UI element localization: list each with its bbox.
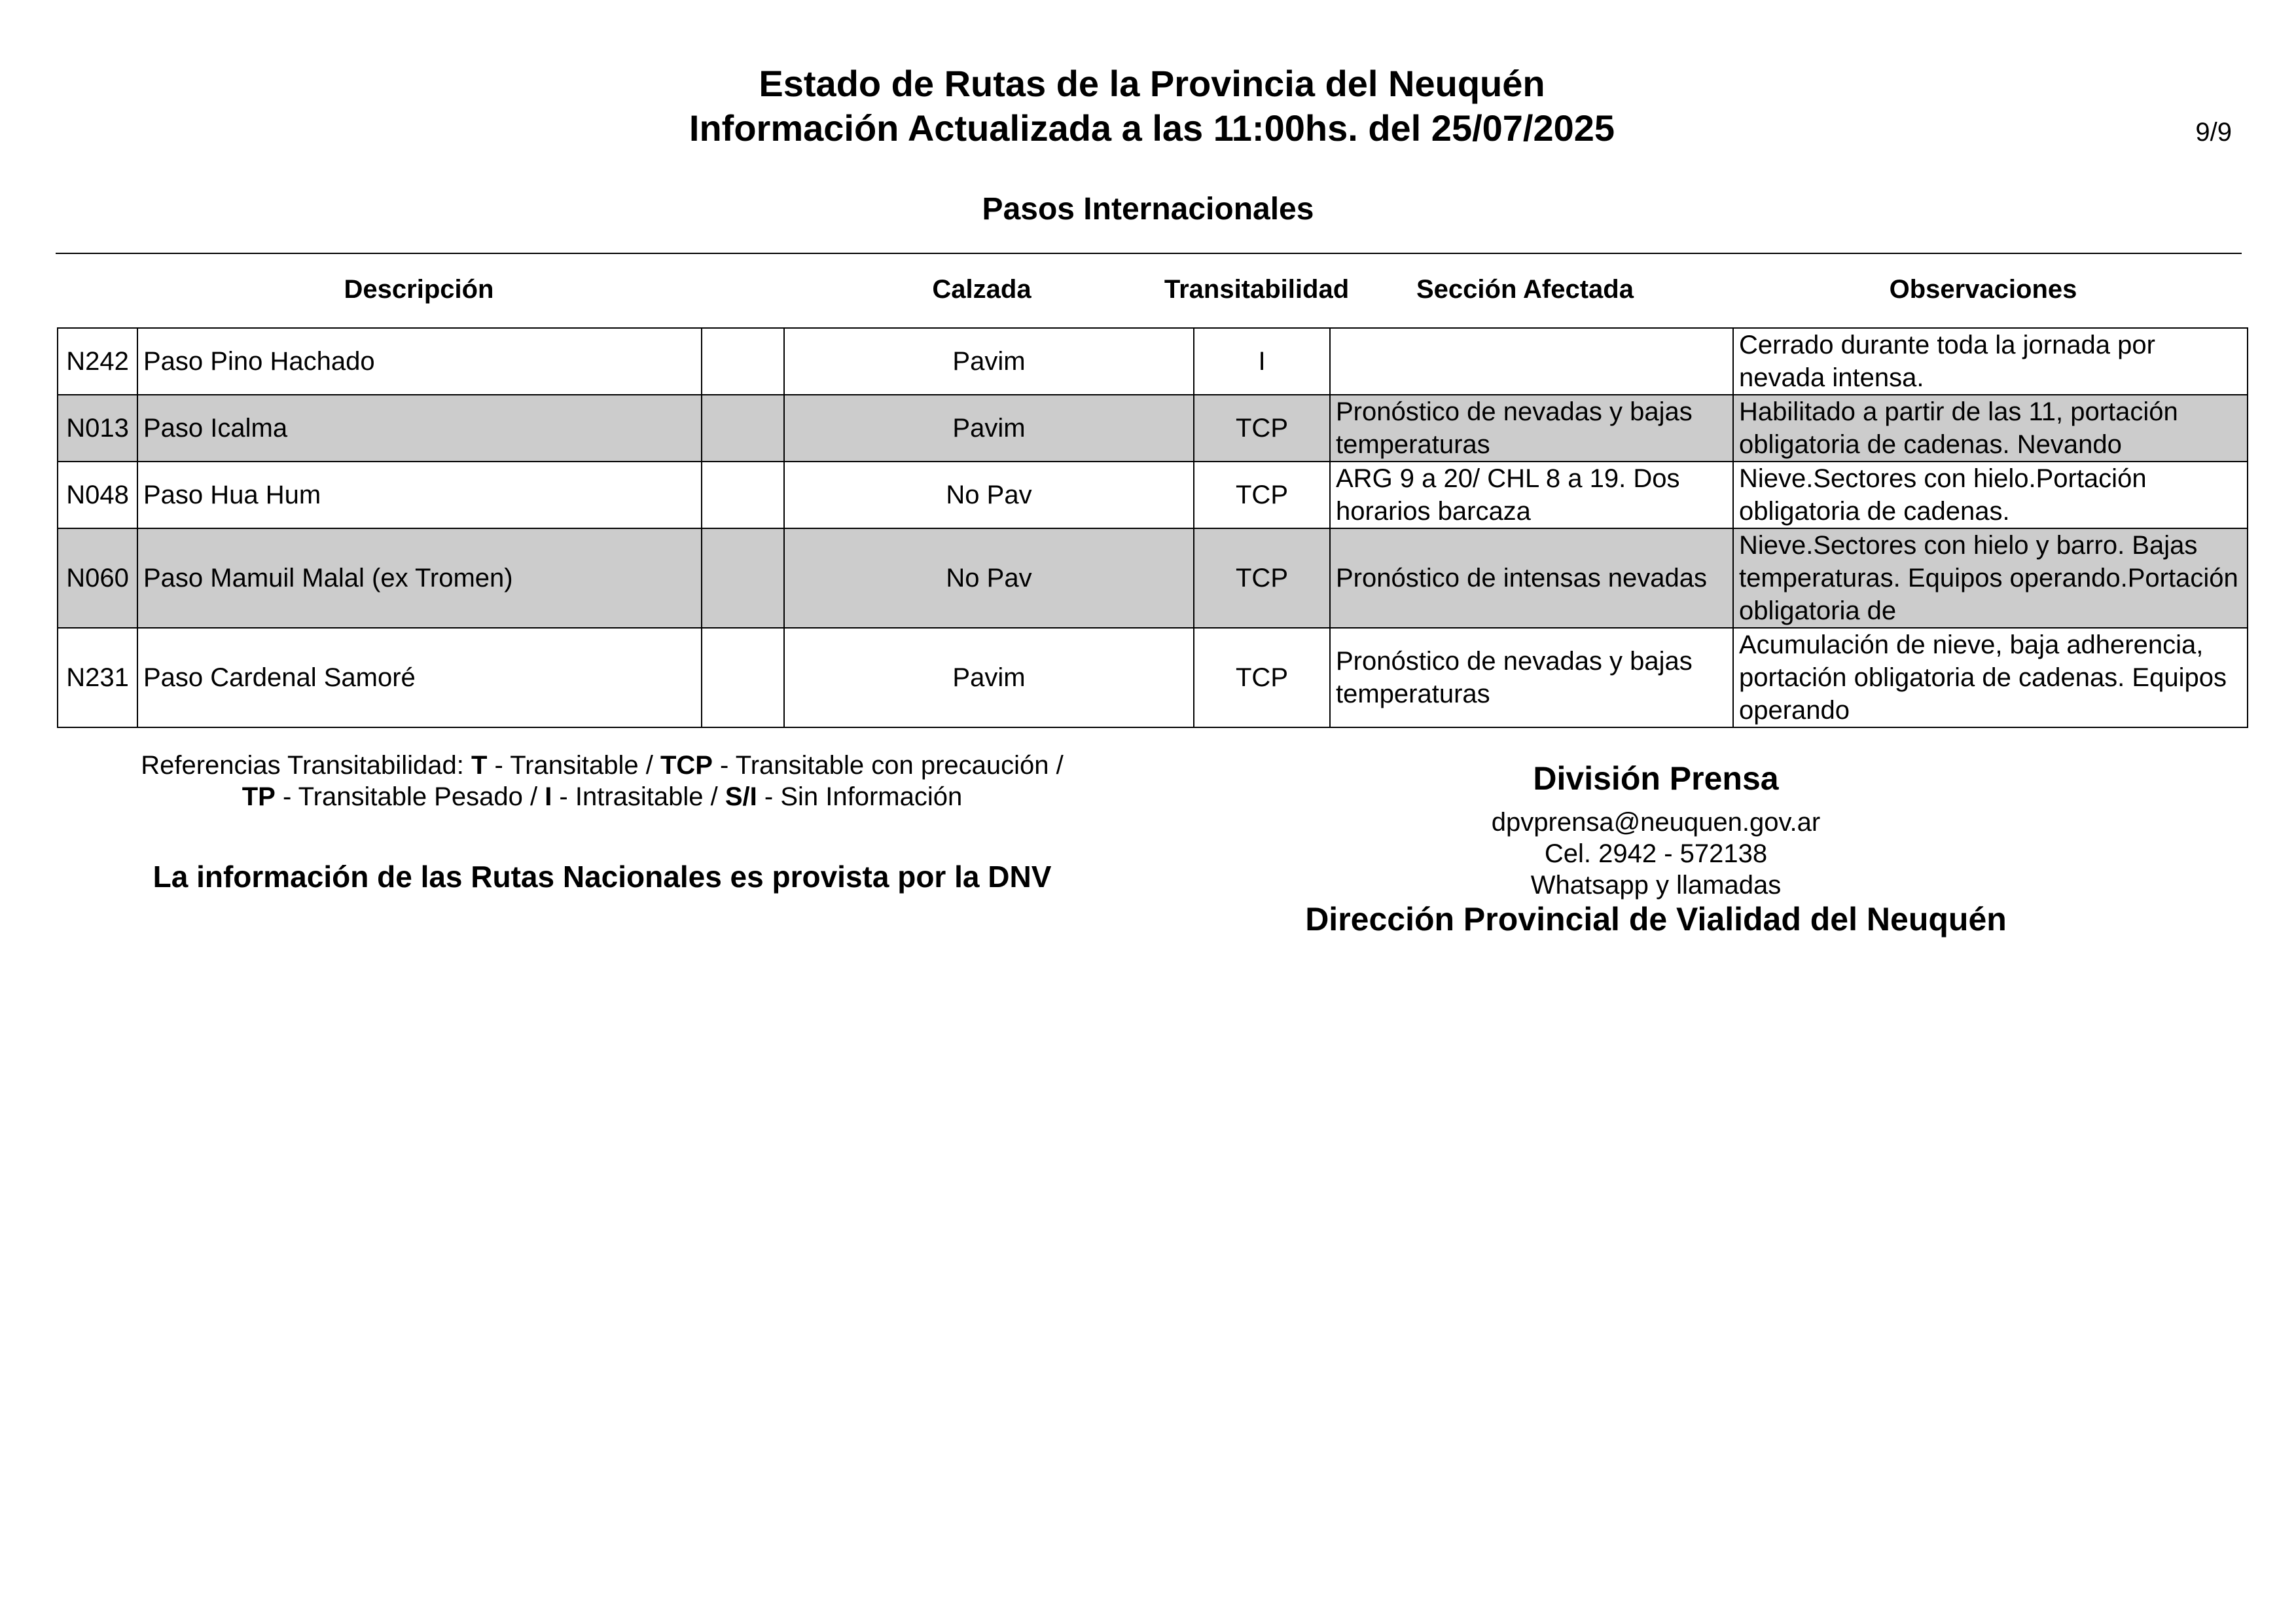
legend-line-2 <box>65 781 1139 812</box>
column-header-descripcion: Descripción <box>344 275 494 304</box>
observaciones-cell <box>1733 528 2248 628</box>
empty-cell <box>702 528 784 628</box>
organization-name: Dirección Provincial de Vialidad del Neuquén <box>1305 901 2007 938</box>
legend-text-tcp: - Transitable con precaución / <box>712 751 1064 780</box>
observaciones-cell <box>1733 395 2248 462</box>
seccion-cell: Pronóstico de nevadas y bajas temperaturas <box>1330 628 1733 727</box>
route-name: Paso Icalma <box>137 395 702 462</box>
legend-code-si: S/I <box>725 782 757 811</box>
route-name: Paso Mamuil Malal (ex Tromen) <box>137 528 702 628</box>
observaciones-cell <box>1733 462 2248 528</box>
legend-prefix: Referencias Transitabilidad: <box>141 751 471 780</box>
calzada-cell: No Pav <box>784 528 1194 628</box>
observaciones-text: Habilitado a partir de las 11, portación obligatoria de cadenas. Nevando <box>1739 397 2178 459</box>
division-title: División Prensa <box>1533 760 1779 797</box>
column-header-seccion-afectada: Sección Afectada <box>1416 275 1634 304</box>
route-name: Paso Pino Hachado <box>137 328 702 395</box>
section-title: Pasos Internacionales <box>982 192 1314 227</box>
legend-text-i: - Intrasitable / <box>552 782 725 811</box>
empty-cell <box>702 328 784 395</box>
observaciones-cell <box>1733 328 2248 395</box>
seccion-cell: ARG 9 a 20/ CHL 8 a 19. Dos horarios barcaza <box>1330 462 1733 528</box>
transitabilidad-cell: TCP <box>1194 462 1330 528</box>
empty-cell <box>702 628 784 727</box>
route-code: N060 <box>58 528 137 628</box>
contact-phone: Cel. 2942 - 572138 <box>1544 839 1768 868</box>
route-code: N231 <box>58 628 137 727</box>
column-header-calzada: Calzada <box>932 275 1031 304</box>
route-name: Paso Hua Hum <box>137 462 702 528</box>
table-row <box>58 462 2248 528</box>
transitabilidad-cell: TCP <box>1194 528 1330 628</box>
legend-text-si: - Sin Información <box>757 782 963 811</box>
legend-text-t: - Transitable / <box>487 751 660 780</box>
observaciones-text: Nieve.Sectores con hielo.Portación obligatoria de cadenas. <box>1739 464 2147 526</box>
seccion-cell <box>1330 328 1733 395</box>
dnv-source-note: La información de las Rutas Nacionales es provista por la DNV <box>152 860 1052 894</box>
legend-code-t: T <box>471 751 488 780</box>
table-row <box>58 395 2248 462</box>
route-code: N048 <box>58 462 137 528</box>
seccion-cell: Pronóstico de nevadas y bajas temperaturas <box>1330 395 1733 462</box>
calzada-cell: Pavim <box>784 328 1194 395</box>
empty-cell <box>702 462 784 528</box>
legend-code-i: I <box>545 782 552 811</box>
calzada-cell: Pavim <box>784 628 1194 727</box>
empty-cell <box>702 395 784 462</box>
route-code: N242 <box>58 328 137 395</box>
legend-line-1 <box>65 750 1139 781</box>
contact-channels: Whatsapp y llamadas <box>1530 871 1782 900</box>
header-divider <box>56 253 2242 254</box>
transitabilidad-cell: TCP <box>1194 628 1330 727</box>
update-timestamp: Información Actualizada a las 11:00hs. del 25/07/2025 <box>689 107 1615 149</box>
observaciones-text: Acumulación de nieve, baja adherencia, portación obligatoria de cadenas. Equipos operando <box>1739 630 2227 725</box>
observaciones-text: Nieve.Sectores con hielo y barro. Bajas temperaturas. Equipos operando.Portación obligatoria de <box>1739 531 2238 625</box>
document-title: Estado de Rutas de la Provincia del Neuquén <box>759 63 1545 104</box>
transitabilidad-cell: I <box>1194 328 1330 395</box>
contact-email[interactable]: dpvprensa@neuquen.gov.ar <box>1491 808 1821 837</box>
legend-text-tp: - Transitable Pesado / <box>275 782 545 811</box>
observaciones-cell <box>1733 628 2248 727</box>
legend-code-tp: TP <box>242 782 276 811</box>
table-row <box>58 628 2248 727</box>
column-header-transitabilidad: Transitabilidad <box>1164 275 1350 304</box>
calzada-cell: Pavim <box>784 395 1194 462</box>
table-row <box>58 328 2248 395</box>
page-number: 9/9 <box>2195 118 2232 147</box>
seccion-cell: Pronóstico de intensas nevadas <box>1330 528 1733 628</box>
legend-code-tcp: TCP <box>660 751 713 780</box>
column-header-observaciones: Observaciones <box>1889 275 2077 304</box>
observaciones-text: Cerrado durante toda la jornada por nevada intensa. <box>1739 331 2155 392</box>
table-row <box>58 528 2248 628</box>
route-name: Paso Cardenal Samoré <box>137 628 702 727</box>
routes-table <box>57 327 2248 728</box>
route-code: N013 <box>58 395 137 462</box>
calzada-cell: No Pav <box>784 462 1194 528</box>
transitabilidad-cell: TCP <box>1194 395 1330 462</box>
